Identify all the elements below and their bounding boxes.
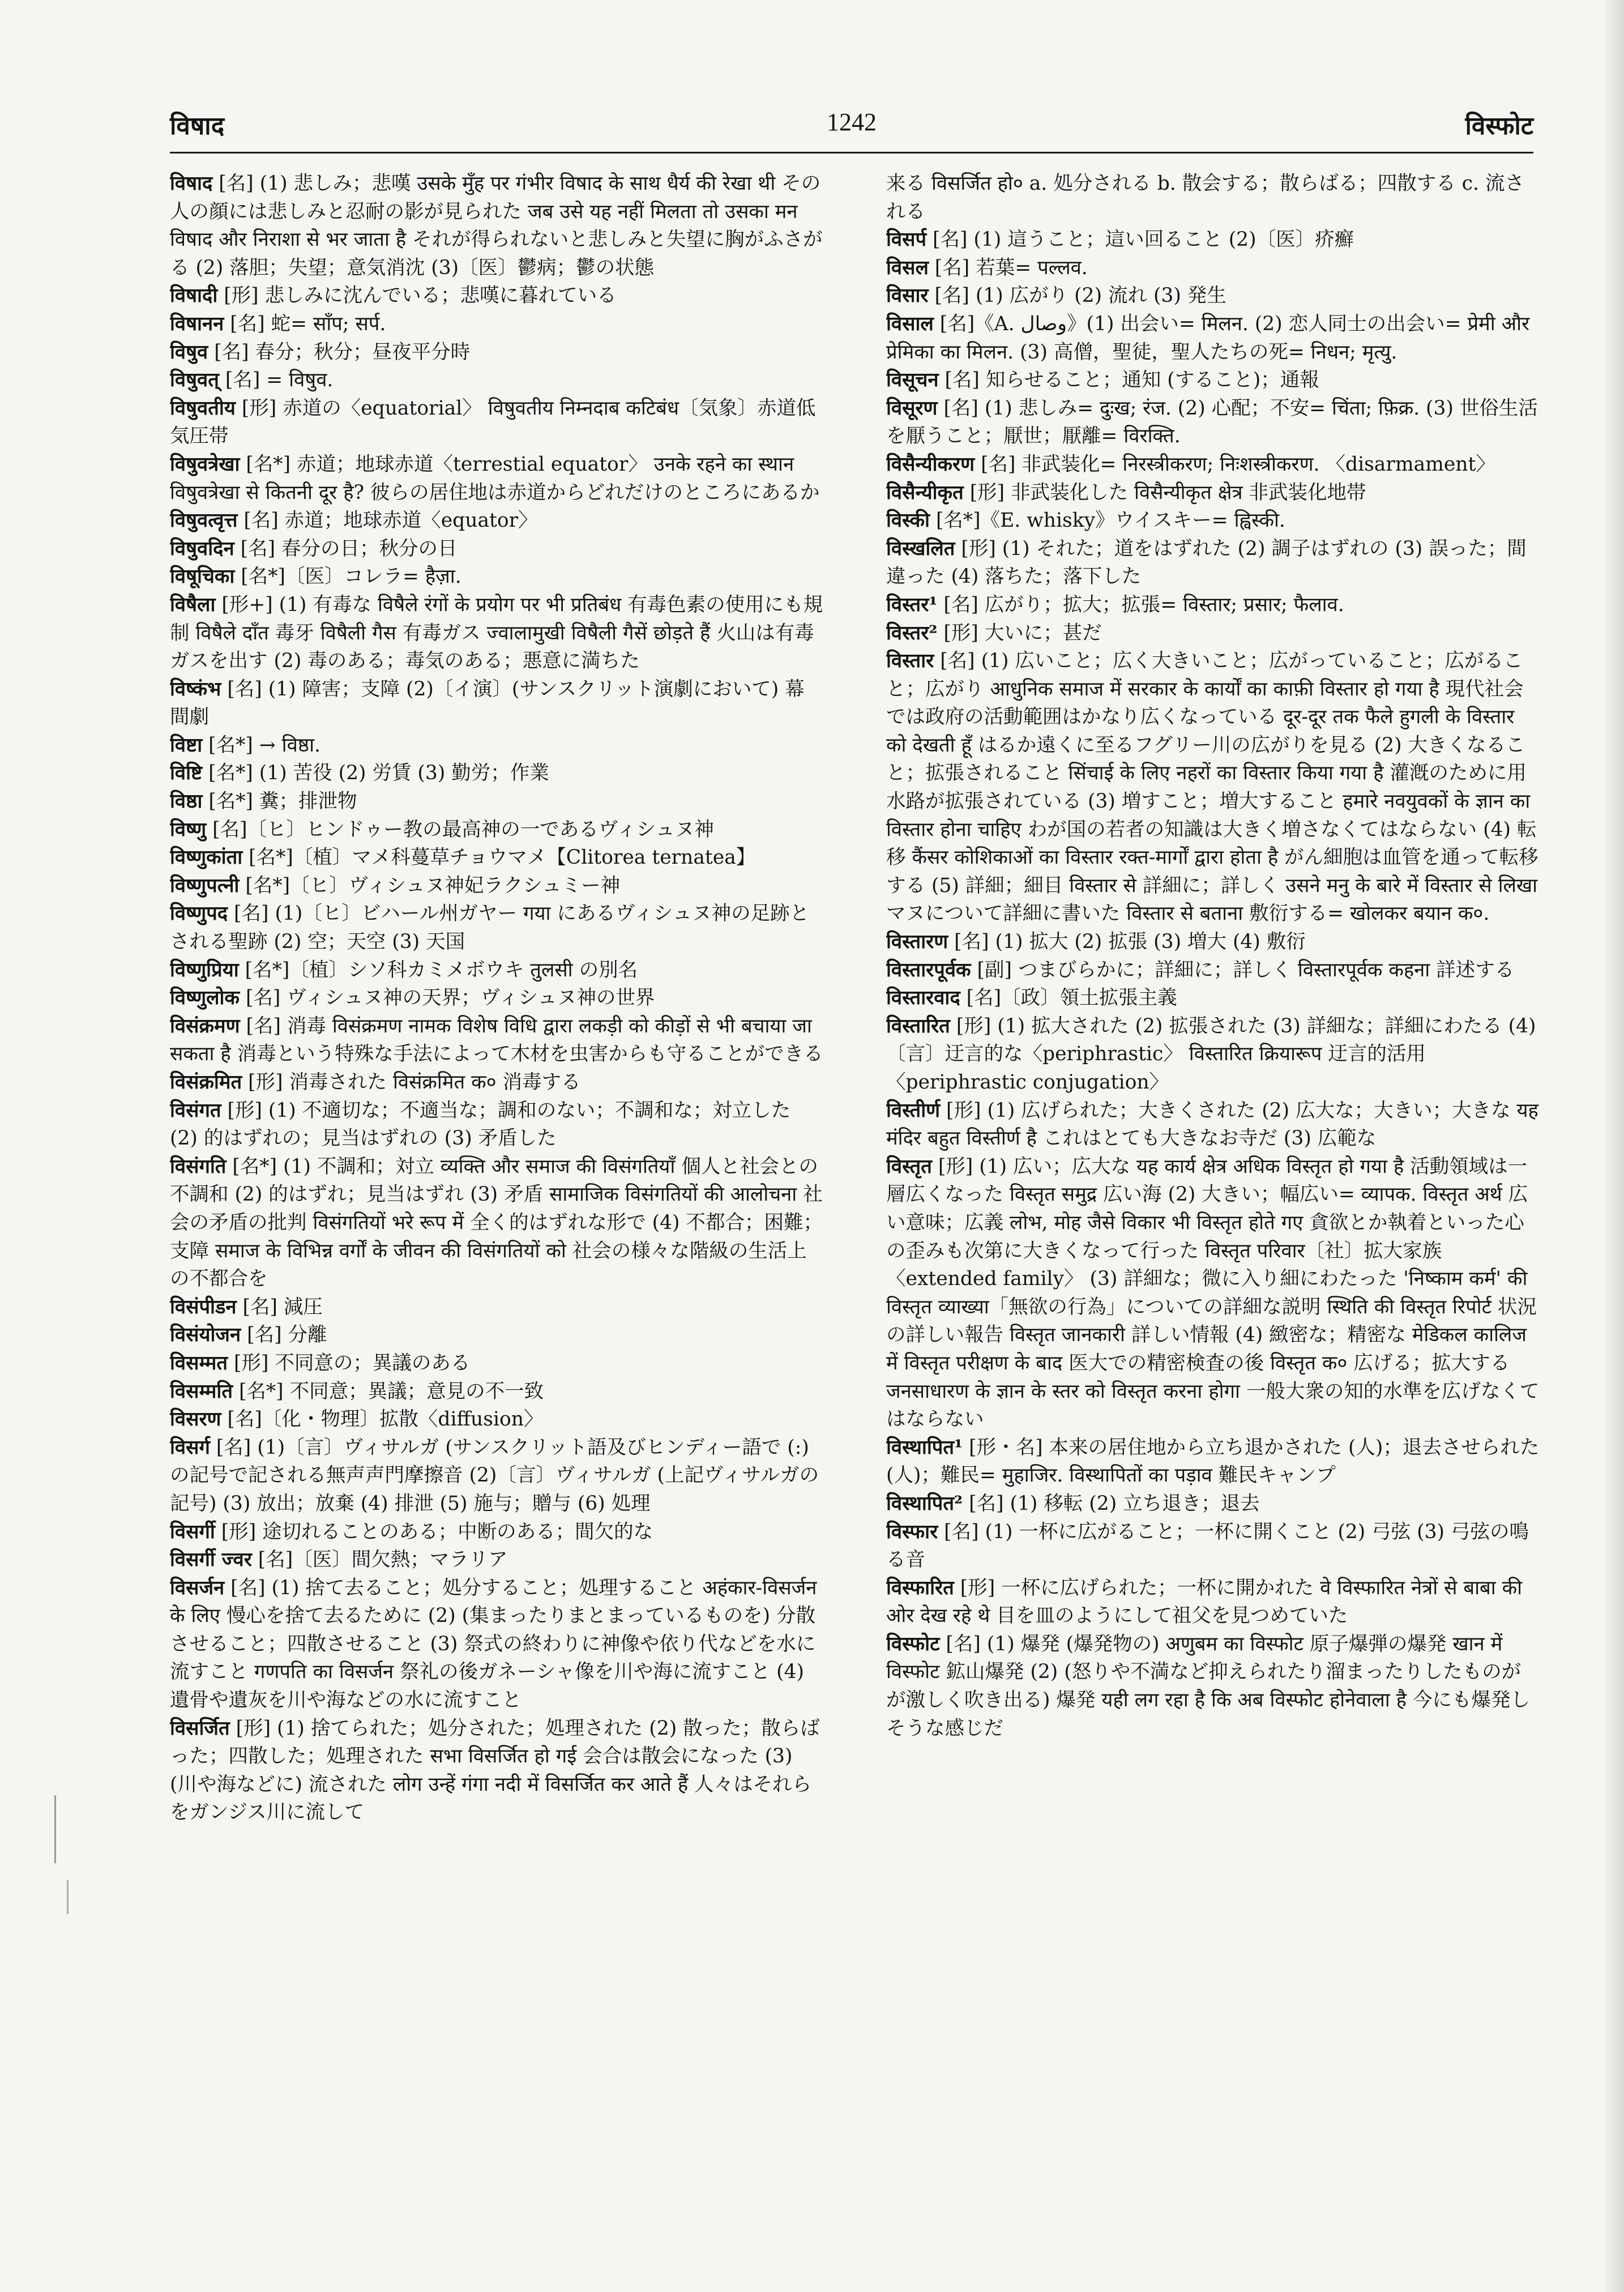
header-rule bbox=[170, 152, 1533, 153]
dictionary-entry bbox=[886, 1631, 1540, 1743]
dictionary-entry bbox=[170, 282, 824, 310]
entry-headword: विसर्ग bbox=[170, 1436, 210, 1459]
entry-definition: [名] 分離 bbox=[241, 1324, 327, 1347]
entry-headword: विसंगति bbox=[170, 1155, 226, 1178]
entry-definition: [形] 不同意の；異議のある bbox=[228, 1351, 471, 1375]
dictionary-entry bbox=[886, 1518, 1540, 1574]
entry-definition: [名*]〔ヒ〕ヴィシュヌ神妃ラクシュミー神 bbox=[239, 874, 621, 897]
entry-headword: विषूचिका bbox=[170, 565, 235, 588]
entry-definition: [名] ヴィシュヌ神の天界；ヴィシュヌ神の世界 bbox=[240, 987, 655, 1010]
dictionary-entry bbox=[170, 591, 824, 676]
page-header bbox=[170, 108, 1533, 159]
entry-definition: [名] 春分；秋分；昼夜平分時 bbox=[208, 340, 471, 364]
entry-headword: विष्णुलोक bbox=[170, 987, 240, 1010]
entry-definition: [名] = विषुव. bbox=[219, 369, 334, 392]
dictionary-entry bbox=[170, 395, 824, 451]
entry-definition: [名]〔政〕領土拡張主義 bbox=[960, 987, 1177, 1010]
entry-definition: [名] (1) 広がり (2) 流れ (3) 発生 bbox=[928, 284, 1226, 308]
entry-definition: [名] (1) 拡大 (2) 拡張 (3) 増大 (4) 敷衍 bbox=[948, 931, 1306, 954]
dictionary-entry bbox=[886, 451, 1540, 479]
entry-definition: [形] 一杯に広げられた；一杯に開かれた वे विस्फारित नेत्रों से बाबा की ओर देख रहे थे 目を皿のようにして祖父を見つめていた bbox=[886, 1576, 1523, 1628]
entry-headword: विस्तारपूर्वक bbox=[886, 958, 971, 981]
dictionary-entry bbox=[170, 844, 824, 872]
entry-definition: 来る विसर्जित हो० a. 処分される b. 散会する；散らばる；四散する c. 流される bbox=[886, 172, 1524, 223]
entry-definition: [名*]〔植〕マメ科蔓草チョウマメ【Clitorea ternatea】 bbox=[242, 846, 756, 869]
entry-definition: [形] 赤道の〈equatorial〉 विषुवतीय निम्नदाब कटिबंध〔気象〕赤道低気圧帯 bbox=[170, 396, 816, 448]
dictionary-entry bbox=[886, 170, 1540, 226]
entry-headword: विषाद bbox=[170, 172, 213, 195]
dictionary-entry bbox=[170, 1715, 824, 1827]
dictionary-entry bbox=[886, 984, 1540, 1013]
dictionary-entry bbox=[170, 1434, 824, 1518]
entry-definition: [名]〔医〕間欠熱；マラリア bbox=[251, 1548, 508, 1572]
dictionary-entry bbox=[170, 1153, 824, 1294]
entry-definition: [副] つまびらかに；詳細に；詳しく विस्तारपूर्वक कहना 詳述する bbox=[971, 958, 1515, 981]
entry-definition: [形] (1) 広い；広大な यह कार्य क्षेत्र अधिक विस्तृत हो गया है 活動領域は一層広くなった विस्तृत समुद्र 広い海 (2) 大きい；幅広い= व्यापक. विस्तृत अर्थ 広い意味；広義 लोभ, मोह जैसे विकार भी विस्तृत होते गए 貪欲とか執着といった心の歪みも次第に大きくなって行った विस्तृत परिवार〔社〕拡大家族〈extended family〉 (3) 詳細な；微に入り細にわたった 'निष्काम कर्म' की विस्तृत व्याख्या「無欲の行為」についての詳細な説明 स्थिति की विस्तृत रिपोर्ट 状況の詳しい報告 विस्तृत जानकारी 詳しい情報 (4) 緻密な；精密な मेडिकल कालिज में विस्तृत परीक्षण के बाद 医大での精密検査の後 विस्तृत क० 広げる；拡大する जनसाधारण के ज्ञान के स्तर को विस्तृत करना होगा 一般大衆の知的水準を広げなくてはならない bbox=[886, 1155, 1540, 1431]
entry-headword: विष्णुकांता bbox=[170, 846, 243, 869]
entry-definition: [名] 蛇= साँप; सर्प. bbox=[224, 312, 386, 335]
entry-definition: [形] (1) 不適切な；不適当な；調和のない；不調和な；対立した (2) 的はずれの；見当はずれの (3) 矛盾した bbox=[170, 1099, 791, 1150]
dictionary-entry bbox=[170, 900, 824, 956]
entry-definition: [名]《A. وصال》(1) 出会い= मिलन. (2) 恋人同士の出会い= प्रेमी और प्रेमिका का मिलन. (3) 高僧，聖徒，聖人たちの死= निधन; मृत्यु. bbox=[886, 312, 1530, 364]
entry-definition: [名*] 不同意；異議；意見の不一致 bbox=[233, 1380, 544, 1403]
entry-definition: [名] 消毒 विसंक्रमण नामक विशेष विधि द्वारा लकड़ी को कीड़ों से भी बचाया जा सकता है 消毒という特殊な手法によって木材を虫害からも守ることができる bbox=[170, 1014, 823, 1066]
entry-headword: विस्फार bbox=[886, 1520, 938, 1543]
header-left-guide-word: विषाद bbox=[170, 112, 225, 140]
entry-headword: विषुवदिन bbox=[170, 537, 234, 560]
entry-definition: [形] (1) それた；道をはずれた (2) 調子はずれの (3) 誤った；間違った (4) 落ちた；落下した bbox=[886, 537, 1527, 588]
dictionary-entry bbox=[170, 366, 824, 395]
entry-definition: [名] (1)〔言〕ヴィサルガ (サンスクリット語及びヒンディー語で (:) の記号で記される無声声門摩擦音 (2)〔言〕ヴィサルガ (上記ヴィサルガの記号) (3) 放出；放棄 (4) 排泄 (5) 施与；贈与 (6) 処理 bbox=[170, 1436, 819, 1515]
entry-definition: [名] (1) 悲しみ；悲嘆 उसके मुँह पर गंभीर विषाद के साथ धैर्य की रेखा थी その人の顔には悲しみと忍耐の影が見られた जब उसे यह नहीं मिलता तो उसका मन विषाद और निराशा से भर जाता है それが得られないと悲しみと失望に胸がふさがる (2) 落胆；失望；意気消沈 (3)〔医〕鬱病；鬱の状態 bbox=[170, 172, 823, 279]
dictionary-entry bbox=[170, 1350, 824, 1378]
dictionary-entry bbox=[170, 1321, 824, 1350]
entry-definition: [形] 消毒された विसंक्रमित क० 消毒する bbox=[242, 1071, 581, 1094]
entry-headword: विसर्गी ज्वर bbox=[170, 1548, 252, 1572]
dictionary-entry bbox=[886, 226, 1540, 254]
dictionary-entry bbox=[170, 788, 824, 816]
dictionary-entry bbox=[170, 310, 824, 339]
entry-headword: विसम्मत bbox=[170, 1351, 228, 1375]
entry-headword: विसंक्रमित bbox=[170, 1071, 242, 1094]
entry-definition: [名*] 赤道；地球赤道〈terrestial equator〉 उनके रहने का स्थान विषुवत्रेखा से कितनी दूर है? 彼らの居住地は赤道からどれだけのところにあるか bbox=[170, 453, 820, 504]
entry-definition: [名] 広がり；拡大；拡張= विस्तार; प्रसार; फैलाव. bbox=[937, 593, 1344, 616]
dictionary-entry bbox=[886, 647, 1540, 928]
dictionary-entry bbox=[170, 170, 824, 282]
entry-definition: [名] 春分の日；秋分の日 bbox=[234, 537, 458, 560]
entry-definition: [名*] → विष्ठा. bbox=[202, 733, 321, 757]
entry-headword: विषुवत्रेखा bbox=[170, 453, 240, 476]
entry-definition: [形] 途切れることのある；中断のある；間欠的な bbox=[215, 1520, 653, 1543]
entry-headword: विसाल bbox=[886, 312, 934, 335]
entry-headword: विष्कंभ bbox=[170, 677, 221, 701]
entry-definition: [形・名] 本来の居住地から立ち退かされた (人)；退去させられた (人)；難民= मुहाजिर. विस्थापितों का पड़ाव 難民キャンプ bbox=[886, 1436, 1540, 1487]
entry-definition: [名] 赤道；地球赤道〈equator〉 bbox=[237, 509, 538, 532]
dictionary-entry bbox=[886, 928, 1540, 957]
dictionary-entry bbox=[886, 1490, 1540, 1518]
entry-definition: [名*]《E. whisky》ウイスキー= ह्विस्की. bbox=[929, 509, 1285, 532]
entry-headword: विषादी bbox=[170, 284, 218, 308]
entry-headword: विसार bbox=[886, 284, 929, 308]
entry-definition: [名] 若葉= पल्लव. bbox=[928, 256, 1088, 279]
dictionary-entry bbox=[886, 535, 1540, 591]
entry-headword: विसर्गी bbox=[170, 1520, 215, 1543]
entry-headword: विसूचन bbox=[886, 369, 939, 392]
entry-headword: विस्फोट bbox=[886, 1632, 940, 1655]
entry-definition: [名] (1) 悲しみ= दुःख; रंज. (2) 心配；不安= चिंता; फ़िक्र. (3) 世俗生活を厭うこと；厭世；厭離= विरक्ति. bbox=[886, 396, 1538, 448]
entry-headword: विसर्प bbox=[886, 228, 927, 251]
dictionary-entry bbox=[170, 872, 824, 900]
dictionary-entry bbox=[170, 1069, 824, 1097]
entry-headword: विसल bbox=[886, 256, 929, 279]
dictionary-entry bbox=[886, 591, 1540, 620]
dictionary-entry bbox=[886, 1574, 1540, 1631]
entry-headword: विषुवतीय bbox=[170, 396, 236, 420]
entry-definition: [名] 知らせること；通知 (すること)；通報 bbox=[938, 369, 1319, 392]
entry-definition: [名] (1) 障害；支障 (2)〔イ演〕(サンスクリット演劇において) 幕間劇 bbox=[170, 677, 805, 729]
entry-definition: [名] 減圧 bbox=[236, 1295, 323, 1318]
entry-headword: विष्टि bbox=[170, 762, 203, 785]
dictionary-entry bbox=[886, 254, 1540, 283]
margin-mark bbox=[67, 1880, 69, 1914]
entry-definition: [名*] (1) 不調和；対立 व्यक्ति और समाज की विसंगतियाँ 個人と社会との不調和 (2) 的はずれ；見当はずれ (3) 矛盾 सामाजिक विसंगतियों की आलोचना 社会の矛盾の批判 विसंगतियों भरे रूप में 全く的はずれな形で (4) 不都合；困難；支障 समाज के विभिन्न वर्गों के जीवन की विसंगतियों को 社会の様々な階級の生活上の不都合を bbox=[170, 1155, 823, 1291]
entry-headword: विषुवत् bbox=[170, 369, 219, 392]
entry-definition: [形] 非武装化した विसैन्यीकृत क्षेत्र 非武装化地帯 bbox=[963, 481, 1366, 504]
dictionary-entry bbox=[886, 1097, 1540, 1153]
dictionary-entry bbox=[886, 366, 1540, 395]
entry-headword: विसरण bbox=[170, 1408, 221, 1431]
entry-headword: विसूरण bbox=[886, 396, 938, 420]
dictionary-entry bbox=[170, 1518, 824, 1547]
entry-headword: विष्णुपत्नी bbox=[170, 874, 240, 897]
dictionary-entry bbox=[170, 339, 824, 367]
entry-headword: विष्णुप्रिया bbox=[170, 958, 239, 981]
dictionary-entry bbox=[170, 507, 824, 535]
entry-definition: [名] 非武装化= निरस्त्रीकरण; निःशस्त्रीकरण. 〈disarmament〉 bbox=[975, 453, 1495, 476]
page-binding-shadow bbox=[1602, 0, 1624, 2292]
entry-headword: विस्तर² bbox=[886, 621, 938, 645]
entry-headword: विस्तारित bbox=[886, 1014, 950, 1038]
entry-headword: विष्णु bbox=[170, 818, 207, 841]
entry-headword: विस्तृत bbox=[886, 1155, 932, 1178]
entry-definition: [名] (1) 移転 (2) 立ち退き；退去 bbox=[963, 1492, 1260, 1515]
entry-definition: [名*] 糞；排泄物 bbox=[202, 790, 357, 813]
entry-definition: [名] (1) 爆発 (爆発物の) अणुबम का विस्फोट 原子爆弾の爆発 खान में विस्फोट 鉱山爆発 (2) (怒りや不満など抑えられたり溜まったりしたものがが激しく吹き出る) 爆発 यही लग रहा है कि अब विस्फोट होनेवाला है 今にも爆発しそうな感じだ bbox=[886, 1632, 1530, 1740]
dictionary-entry bbox=[170, 1574, 824, 1715]
entry-definition: [名*]〔植〕シソ科カミメボウキ तुलसी の別名 bbox=[238, 958, 638, 981]
entry-definition: [形] 悲しみに沈んでいる；悲嘆に暮れている bbox=[217, 284, 617, 308]
dictionary-entry bbox=[170, 1546, 824, 1574]
entry-headword: विस्फारित bbox=[886, 1576, 954, 1599]
entry-headword: विसंपीडन bbox=[170, 1295, 237, 1318]
dictionary-entry bbox=[170, 759, 824, 788]
entry-headword: विषुवत्वृत्त bbox=[170, 509, 238, 532]
dictionary-entry bbox=[170, 957, 824, 985]
dictionary-entry bbox=[170, 535, 824, 564]
dictionary-entry bbox=[886, 395, 1540, 451]
entry-definition: [名] (1) 広いこと；広く大きいこと；広がっていること；広がること；広がり आधुनिक समाज में सरकार के कार्यों का काफ़ी विस्तार हो गया है 現代社会では政府の活動範囲はかなり広くなっている दूर-दूर तक फैले हुगली के विस्तार को देखती हूँ はるか遠くに至るフグリー川の広がりを見る (2) 大きくなること；拡張されること सिंचाई के लिए नहरों का विस्तार किया गया है 灌漑のために用水路が拡張されている (3) 増すこと；増大すること हमारे नवयुवकों के ज्ञान का विस्तार होना चाहिए わが国の若者の知識は大きく増さなくてはならない (4) 転移 कैंसर कोशिकाओं का विस्तार रक्त-मार्गों द्वारा होता है がん細胞は血管を通って転移する (5) 詳細；細目 विस्तार से 詳細に；詳しく उसने मनु के बारे में विस्तार से लिखा マヌについて詳細に書いた विस्तार से बताना 敷衍する= खोलकर बयान क०. bbox=[886, 650, 1538, 925]
entry-headword: विसर्जन bbox=[170, 1576, 225, 1599]
dictionary-entry bbox=[170, 984, 824, 1013]
dictionary-entry bbox=[886, 479, 1540, 507]
entry-definition: [名] (1) 一杯に広がること；一杯に開くこと (2) 弓弦 (3) 弓弦の鳴る音 bbox=[886, 1520, 1529, 1572]
entry-headword: विषैला bbox=[170, 593, 216, 616]
entry-headword: विषानन bbox=[170, 312, 224, 335]
entry-headword: विस्की bbox=[886, 509, 930, 532]
entry-definition: [名] (1) 這うこと；這い回ること (2)〔医〕疥癬 bbox=[926, 228, 1354, 251]
dictionary-entry bbox=[886, 1434, 1540, 1490]
entry-definition: [名] (1) 捨て去ること；処分すること；処理すること अहंकार-विसर्जन के लिए 慢心を捨て去るために (2) (集まったりまとまっているものを) 分散させること；四散させること (3) 祭式の終わりに神像や依り代などを水に流すこと गणपति का विसर्जन 祭礼の後ガネーシャ像を川や海に流すこと (4) 遺骨や遺灰を川や海などの水に流すこと bbox=[170, 1576, 817, 1712]
dictionary-entry bbox=[170, 1378, 824, 1406]
dictionary-entry bbox=[886, 1153, 1540, 1434]
dictionary-entry bbox=[886, 507, 1540, 535]
margin-mark bbox=[54, 1795, 56, 1863]
entry-headword: विस्थापित¹ bbox=[886, 1436, 963, 1459]
entry-headword: विसैन्यीकृत bbox=[886, 481, 964, 504]
entry-headword: विस्तीर्ण bbox=[886, 1099, 941, 1122]
entry-definition: [形] (1) 捨てられた；処分された；処理された (2) 散った；散らばった；四散した；処理された सभा विसर्जित हो गई 会合は散会になった (3) (川や海などに) 流された लोग उन्हें गंगा नदी में विसर्जित कर आते हैं 人々はそれらをガンジス川に流して bbox=[170, 1717, 820, 1824]
page-number: 1242 bbox=[827, 108, 877, 136]
entry-definition: [形] (1) 広げられた；大きくされた (2) 広大な；大きい；大きな यह मंदिर बहुत विस्तीर्ण है これはとても大きなお寺だ (3) 広範な bbox=[886, 1099, 1538, 1150]
entry-headword: विसंयोजन bbox=[170, 1324, 241, 1347]
entry-headword: विस्थापित² bbox=[886, 1492, 963, 1515]
dictionary-entry bbox=[170, 816, 824, 844]
entry-headword: विस्तारवाद bbox=[886, 987, 960, 1010]
entry-headword: विषुव bbox=[170, 340, 208, 364]
dictionary-entry bbox=[170, 1097, 824, 1153]
entry-definition: [名*] (1) 苦役 (2) 労賃 (3) 勤労；作業 bbox=[202, 762, 549, 785]
entry-definition: [名]〔ヒ〕ヒンドゥー教の最高神の一であるヴィシュヌ神 bbox=[206, 818, 714, 841]
entry-headword: विष्ठा bbox=[170, 790, 203, 813]
entry-headword: विस्खलित bbox=[886, 537, 955, 560]
entry-headword: विसंगत bbox=[170, 1099, 221, 1122]
entry-headword: विष्टा bbox=[170, 733, 203, 757]
dictionary-entry bbox=[170, 676, 824, 732]
entry-headword: विसैन्यीकरण bbox=[886, 453, 975, 476]
entry-definition: [名*]〔医〕コレラ= हैज़ा. bbox=[234, 565, 461, 588]
entry-headword: विस्तार bbox=[886, 650, 934, 673]
dictionary-entry bbox=[886, 957, 1540, 985]
dictionary-entry bbox=[170, 1406, 824, 1434]
entry-definition: [形] (1) 拡大された (2) 拡張された (3) 詳細な；詳細にわたる (4)〔言〕迂言的な〈periphrastic〉 विस्तारित क्रियारूप 迂言的活用〈periphrastic conjugation〉 bbox=[886, 1014, 1536, 1094]
right-column bbox=[886, 170, 1540, 2265]
dictionary-entry bbox=[170, 732, 824, 760]
dictionary-entry bbox=[170, 563, 824, 591]
dictionary-entry bbox=[170, 1294, 824, 1322]
dictionary-entry bbox=[170, 451, 824, 507]
dictionary-entry bbox=[886, 1013, 1540, 1097]
entry-definition: [形+] (1) 有毒な विषैले रंगों के प्रयोग पर भी प्रतिबंध 有毒色素の使用にも規制 विषैले दाँत 毒牙 विषैली गैस 有毒ガス ज्वालामुखी विषैली गैसें छोड़ते हैं 火山は有毒ガスを出す (2) 毒のある；毒気のある；悪意に満ちた bbox=[170, 593, 823, 673]
entry-headword: विसर्जित bbox=[170, 1717, 230, 1740]
entry-headword: विस्तर¹ bbox=[886, 593, 938, 616]
entry-headword: विस्तारण bbox=[886, 931, 948, 954]
left-column bbox=[170, 170, 824, 2265]
entry-headword: विसम्मति bbox=[170, 1380, 233, 1403]
entry-definition: [名] (1)〔ヒ〕ビハール州ガヤー गया にあるヴィシュヌ神の足跡とされる聖跡 (2) 空；天空 (3) 天国 bbox=[170, 902, 810, 954]
entry-definition: [名]〔化・物理〕拡散〈diffusion〉 bbox=[221, 1408, 544, 1431]
header-right-guide-word: विस्फोट bbox=[1465, 112, 1533, 140]
entry-headword: विष्णुपद bbox=[170, 902, 228, 925]
dictionary-entry bbox=[170, 1013, 824, 1069]
dictionary-entry bbox=[886, 310, 1540, 366]
dictionary-entry bbox=[886, 282, 1540, 310]
entry-definition: [形] 大いに；甚だ bbox=[937, 621, 1102, 645]
dictionary-entry bbox=[886, 620, 1540, 648]
entry-headword: विसंक्रमण bbox=[170, 1014, 240, 1038]
